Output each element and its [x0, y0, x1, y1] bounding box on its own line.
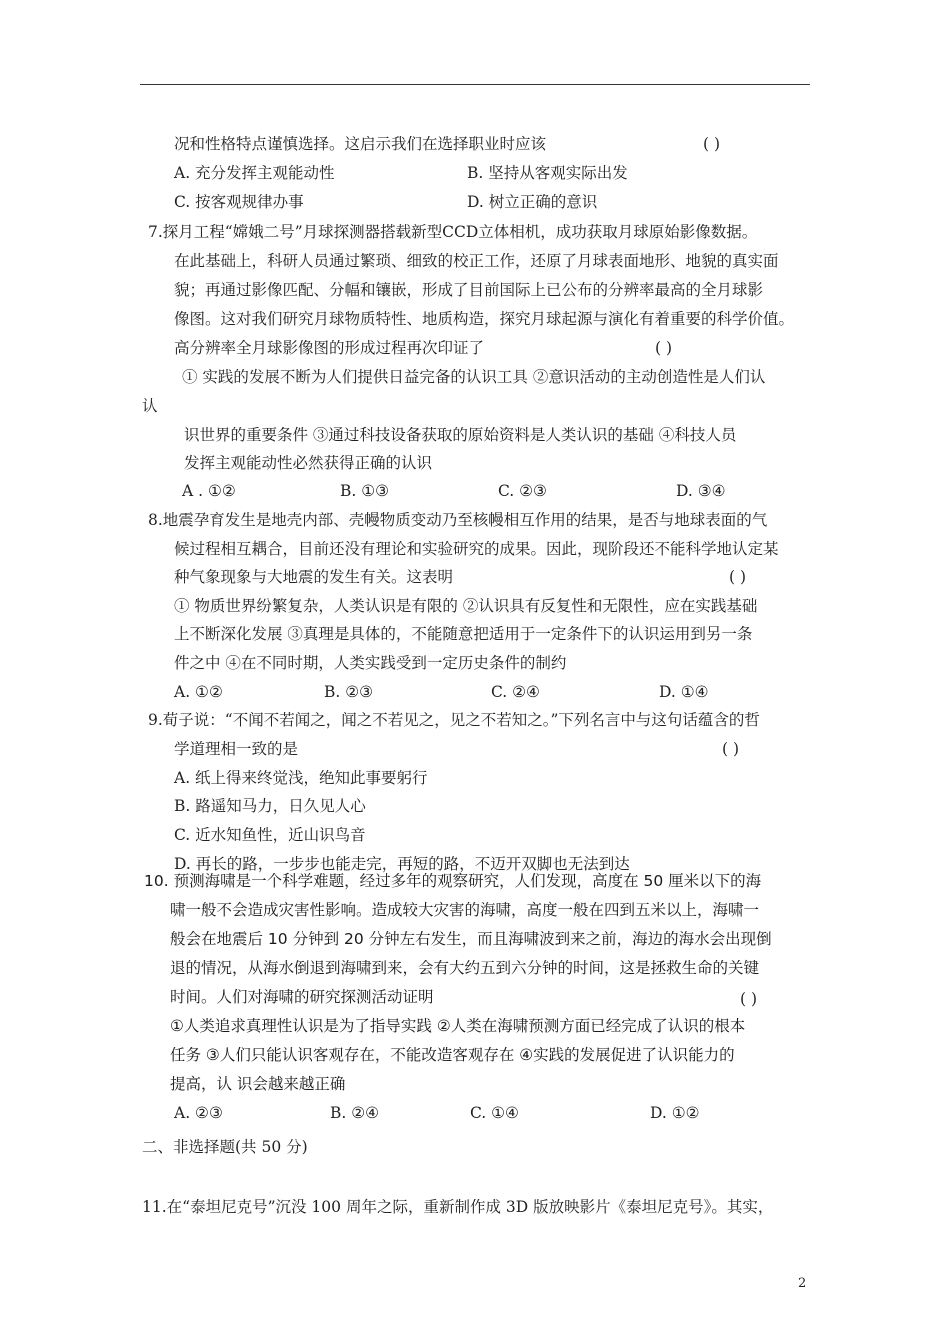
q7-statements-line: 识世界的重要条件 ③通过科技设备获取的原始资料是人类认识的基础 ④科技人员 [184, 426, 737, 444]
q10-answer-paren: ( ) [740, 990, 758, 1008]
q8-statements-line: ① 物质世界纷繁复杂，人类认识是有限的 ②认识具有反复性和无限性，应在实践基础 [174, 597, 758, 615]
q8-stem-line: 8.地震孕育发生是地壳内部、壳幔物质变动乃至核幔相互作用的结果，是否与地球表面的气 [148, 511, 768, 529]
q10-stem-line: 般会在地震后 10 分钟到 20 分钟左右发生，而且海啸波到来之前，海边的海水会出现倒 [170, 930, 772, 948]
q7-statements-line: ① 实践的发展不断为人们提供日益完备的认识工具 ②意识活动的主动创造性是人们认 [182, 368, 766, 386]
q10-statements-line: 提高，认 识会越来越正确 [170, 1075, 346, 1093]
q7-statements-line: 发挥主观能动性必然获得正确的认识 [184, 454, 433, 472]
q8-option-d: D. ①④ [659, 683, 709, 701]
q10-stem-line: 10. 预测海啸是一个科学难题，经过多年的观察研究，人们发现，高度在 50 厘米以下的海 [144, 872, 762, 890]
q10-option-c: C. ①④ [470, 1104, 519, 1122]
q10-statements-line: 任务 ③人们只能认识客观存在，不能改造客观存在 ④实践的发展促进了认识能力的 [170, 1046, 735, 1064]
q10-option-b: B. ②④ [330, 1104, 380, 1122]
q7-option-d: D. ③④ [676, 482, 726, 500]
q8-option-a: A. ①② [174, 683, 223, 701]
q8-statements-line: 件之中 ④在不同时期，人类实践受到一定历史条件的制约 [174, 654, 567, 672]
q10-option-a: A. ②③ [174, 1104, 223, 1122]
q10-stem-line: 时间。人们对海啸的研究探测活动证明 [170, 988, 434, 1006]
q6-option-b: B. 坚持从客观实际出发 [467, 164, 628, 182]
q7-option-b: B. ①③ [340, 482, 390, 500]
q8-answer-paren: ( ) [729, 568, 747, 586]
q8-option-c: C. ②④ [491, 683, 540, 701]
q6-answer-paren: ( ) [703, 135, 721, 153]
q8-option-b: B. ②③ [324, 683, 374, 701]
q7-statements-wrap: 认 [142, 397, 158, 415]
q10-stem-line: 退的情况，从海水倒退到海啸到来，会有大约五到六分钟的时间，这是拯救生命的关键 [170, 959, 760, 977]
q7-option-a: A . ①② [182, 482, 236, 500]
q7-stem-line: 像图。这对我们研究月球物质特性、地质构造，探究月球起源与演化有着重要的科学价值。 [174, 310, 795, 328]
q8-statements-line: 上不断深化发展 ③真理是具体的，不能随意把适用于一定条件下的认识运用到另一条 [174, 625, 753, 643]
q6-stem-tail: 况和性格特点谨慎选择。这启示我们在选择职业时应该 [174, 135, 547, 153]
q8-stem-line: 候过程相互耦合，目前还没有理论和实验研究的成果。因此，现阶段还不能科学地认定某 [174, 540, 779, 558]
q10-statements-line: ①人类追求真理性认识是为了指导实践 ②人类在海啸预测方面已经完成了认识的根本 [170, 1017, 746, 1035]
q9-option-c: C. 近水知鱼性，近山识鸟音 [174, 826, 366, 844]
header-rule [140, 84, 810, 85]
q6-option-d: D. 树立正确的意识 [467, 193, 598, 211]
section-heading: 二、非选择题(共 50 分) [142, 1138, 308, 1156]
q7-stem-line: 7.探月工程“嫦娥二号”月球探测器搭载新型CCD立体相机，成功获取月球原始影像数据。 [148, 223, 758, 241]
q10-option-d: D. ①② [650, 1104, 700, 1122]
q7-option-c: C. ②③ [498, 482, 547, 500]
q7-stem-line: 在此基础上，科研人员通过繁琐、细致的校正工作，还原了月球表面地形、地貌的真实面 [174, 252, 779, 270]
q6-option-a: A. 充分发挥主观能动性 [174, 164, 335, 182]
q9-stem-line: 学道理相一致的是 [174, 740, 299, 758]
q6-option-c: C. 按客观规律办事 [174, 193, 304, 211]
q10-stem-line: 啸一般不会造成灾害性影响。造成较大灾害的海啸，高度一般在四到五米以上，海啸一 [170, 901, 760, 919]
q9-option-a: A. 纸上得来终觉浅，绝知此事要躬行 [174, 769, 428, 787]
q9-option-d: D. 再长的路，一步步也能走完，再短的路，不迈开双脚也无法到达 [174, 855, 630, 873]
q9-stem-line: 9.荀子说：“不闻不若闻之，闻之不若见之，见之不若知之。”下列名言中与这句话蕴含的哲 [148, 711, 760, 729]
q11-stem-line: 11.在“泰坦尼克号”沉没 100 周年之际，重新制作成 3D 版放映影片《泰坦尼克号》。其实， [142, 1198, 774, 1216]
q9-option-b: B. 路遥知马力，日久见人心 [174, 797, 366, 815]
q8-stem-line: 种气象现象与大地震的发生有关。这表明 [174, 568, 454, 586]
page-number: 2 [798, 1276, 807, 1291]
q7-answer-paren: ( ) [655, 339, 673, 357]
q7-stem-line: 高分辨率全月球影像图的形成过程再次印证了 [174, 339, 485, 357]
q7-stem-line: 貌；再通过影像匹配、分幅和镶嵌，形成了目前国际上已公布的分辨率最高的全月球影 [174, 281, 764, 299]
q9-answer-paren: ( ) [722, 740, 740, 758]
